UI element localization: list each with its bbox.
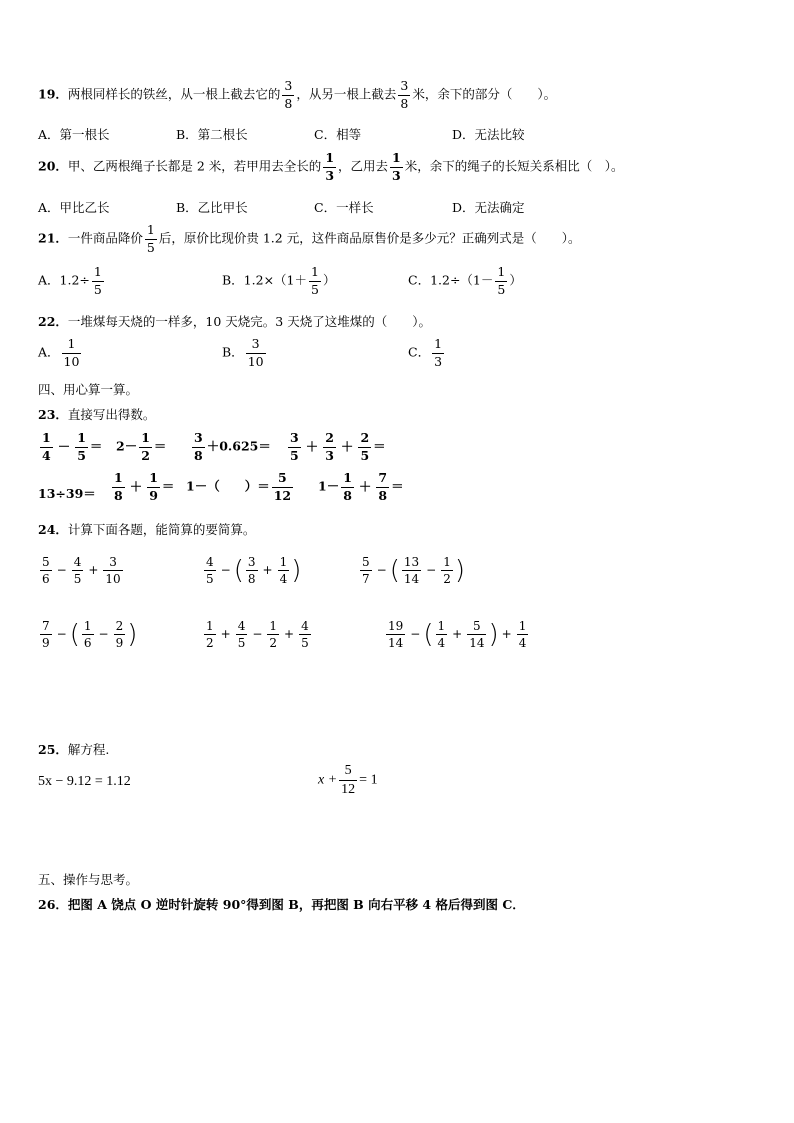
mental-calc-2: 2－ $\frac{1}{2}$ ＝ xyxy=(116,430,167,463)
calc-r2c2: $\frac{1}{2}$ + $\frac{4}{5}$ − $\frac{1}{2}$ + $\frac{4}{5}$ xyxy=(206,619,309,650)
option-a[interactable]: A．甲比乙长 xyxy=(38,200,110,215)
equation-2: x + $\frac{5}{12}$ = 1 xyxy=(318,763,378,797)
question-24 xyxy=(38,520,255,538)
close-paren: ） xyxy=(322,272,336,288)
fraction: $\frac{3}{8}$ xyxy=(400,78,409,111)
option-a[interactable] xyxy=(38,266,106,296)
question-number: 26． xyxy=(38,897,68,912)
mental-calc-7: 1－（ ）＝ $\frac{5}{12}$ xyxy=(186,470,292,503)
question-text: ，从另一根上截去 xyxy=(296,86,397,102)
question-21 xyxy=(38,224,580,254)
option-b[interactable]: B．乙比甲长 xyxy=(176,200,248,215)
calc-r1c1: $\frac{5}{6}$ − $\frac{4}{5}$ + $\frac{3}{10}$ xyxy=(42,555,121,586)
option-b[interactable] xyxy=(222,338,268,368)
option-label: A．1.2÷ xyxy=(38,272,90,288)
option-c[interactable]: C．相等 xyxy=(314,127,362,142)
calc-r1c2: $\frac{4}{5}$ − ( $\frac{3}{8}$ + $\frac{1}{4}$ ) xyxy=(206,555,302,586)
question-number: 23． xyxy=(38,407,68,422)
question-text: ，乙用去 xyxy=(338,158,389,174)
question-text: 一堆煤每天烧的一样多，10 天烧完。3 天烧了这堆煤的（ ）。 xyxy=(67,314,431,329)
question-text: 甲、乙两根绳子长都是 2 米，若甲用去全长的 xyxy=(67,158,322,174)
question-text: 一件商品降价 xyxy=(67,230,143,246)
option-label: C．1.2÷（1－ xyxy=(408,272,494,288)
fraction: $\frac{1}{3}$ xyxy=(434,336,443,369)
option-c[interactable]: C．一样长 xyxy=(314,200,374,215)
calc-r2c1: $\frac{7}{9}$ − ( $\frac{1}{6}$ − $\frac{2}{9}$ ) xyxy=(42,619,138,650)
question-25 xyxy=(38,740,109,758)
section-heading: 五、操作与思考。 xyxy=(38,872,139,887)
option-c[interactable] xyxy=(408,266,522,296)
option-label: C． xyxy=(408,344,431,360)
fraction: $\frac{1}{5}$ xyxy=(497,264,506,297)
equation-1: 5x − 9.12 = 1.12 xyxy=(38,774,131,789)
fraction: $\frac{1}{5}$ xyxy=(146,222,155,255)
question-19 xyxy=(38,80,556,110)
question-text: 计算下面各题，能简算的要简算。 xyxy=(67,522,256,537)
option-c[interactable] xyxy=(408,338,446,368)
question-text: 两根同样长的铁丝，从一根上截去它的 xyxy=(67,86,281,102)
question-number: 22． xyxy=(38,314,68,329)
fraction: $\frac{1}{5}$ xyxy=(93,264,102,297)
question-23 xyxy=(38,405,155,423)
fraction: $\frac{1}{10}$ xyxy=(63,336,80,369)
option-label: B．1.2×（1＋ xyxy=(222,272,307,288)
section-heading: 四、用心算一算。 xyxy=(38,382,139,397)
question-text: 解方程. xyxy=(67,742,110,757)
fraction: $\frac{1}{3}$ xyxy=(325,150,335,183)
mental-calc-4: $\frac{3}{5}$ ＋ $\frac{2}{3}$ ＋ $\frac{2}{5}$ ＝ xyxy=(290,430,386,463)
option-a[interactable] xyxy=(38,338,83,368)
option-d[interactable]: D．无法比较 xyxy=(452,127,525,142)
option-a[interactable]: A．第一根长 xyxy=(38,127,110,142)
mental-calc-1: $\frac{1}{4}$ － $\frac{1}{5}$ ＝ xyxy=(42,430,103,463)
calc-r2c3: $\frac{19}{14}$ − ( $\frac{1}{4}$ + $\frac{5}{14}$ ) + $\frac{1}{4}$ xyxy=(388,619,527,650)
option-label: B． xyxy=(222,344,244,360)
calc-r1c3: $\frac{5}{7}$ − ( $\frac{13}{14}$ − $\frac{1}{2}$ ) xyxy=(362,555,465,586)
question-26 xyxy=(38,895,525,913)
close-paren: ） xyxy=(509,272,522,288)
mental-calc-3: $\frac{3}{8}$ ＋0.625＝ xyxy=(194,430,271,463)
option-b[interactable] xyxy=(222,266,335,296)
question-number: 21． xyxy=(38,230,68,246)
question-number: 19． xyxy=(38,86,68,102)
option-label: A． xyxy=(38,344,60,360)
fraction: $\frac{1}{3}$ xyxy=(392,150,401,183)
question-22 xyxy=(38,312,431,330)
question-text: 把图 A 饶点 O 逆时针旋转 90°得到图 B，再把图 B 向右平移 4 格后得到图 C． xyxy=(67,897,525,912)
question-20 xyxy=(38,152,624,182)
mental-calc-6: $\frac{1}{8}$ ＋ $\frac{1}{9}$ ＝ xyxy=(114,470,175,503)
fraction: $\frac{3}{8}$ xyxy=(284,78,293,111)
option-b[interactable]: B．第二根长 xyxy=(176,127,248,142)
question-text: 直接写出得数。 xyxy=(67,407,156,422)
fraction: $\frac{3}{10}$ xyxy=(247,336,264,369)
question-text: 米，余下的绳子的长短关系相比（ ）。 xyxy=(404,158,624,174)
fraction: $\frac{1}{5}$ xyxy=(311,264,319,297)
mental-calc-8: 1－ $\frac{1}{8}$ ＋ $\frac{7}{8}$ ＝ xyxy=(318,470,404,503)
mental-calc-5: 13÷39＝ xyxy=(38,486,96,501)
question-number: 25． xyxy=(38,742,68,757)
question-text: 后，原价比现价贵 1.2 元，这件商品原售价是多少元？正确列式是（ ）。 xyxy=(158,230,581,246)
question-number: 24． xyxy=(38,522,68,537)
option-d[interactable]: D．无法确定 xyxy=(452,200,525,215)
question-text: 米，余下的部分（ ）。 xyxy=(412,86,557,102)
question-number: 20． xyxy=(38,158,68,174)
